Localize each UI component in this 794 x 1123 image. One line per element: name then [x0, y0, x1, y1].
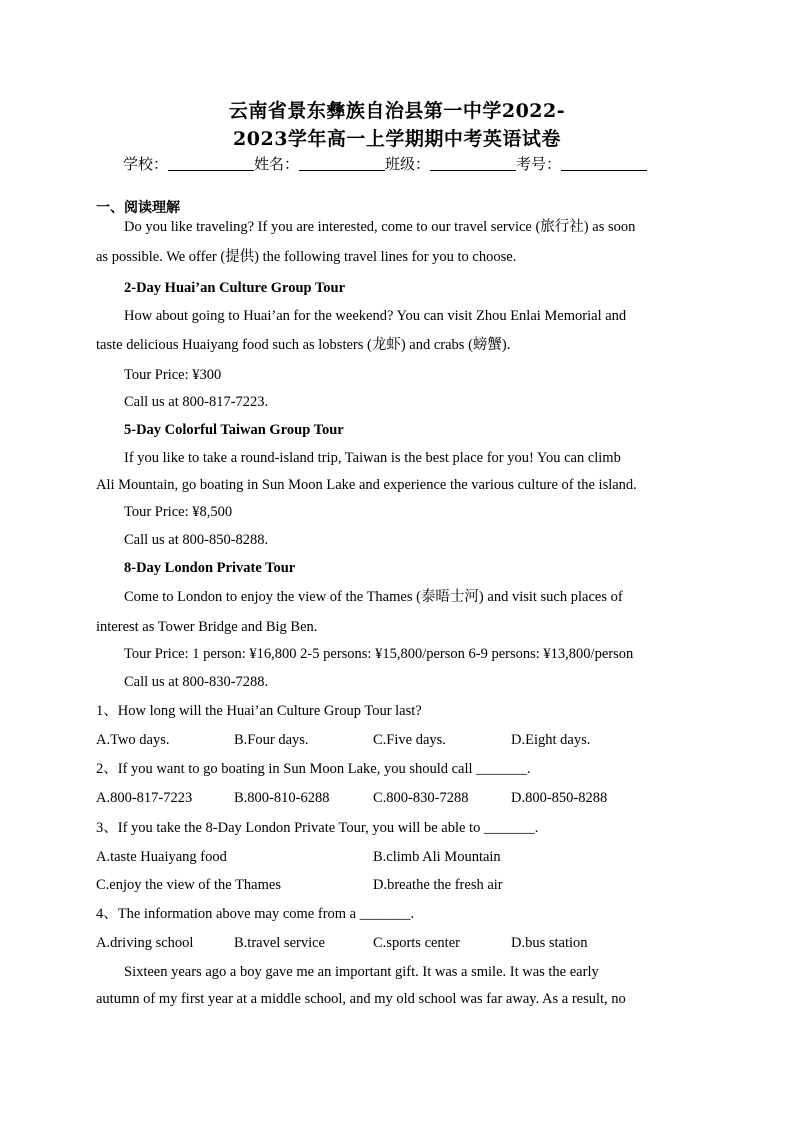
answer-option[interactable]: D.800-850-8288: [511, 790, 608, 806]
tour-phone: Call us at 800-830-7288.: [124, 674, 269, 690]
tour-phone: Call us at 800-850-8288.: [124, 532, 269, 548]
answer-option[interactable]: C.sports center: [373, 935, 460, 951]
tour-phone: Call us at 800-817-7223.: [124, 394, 269, 410]
answer-option[interactable]: B.travel service: [234, 935, 325, 951]
tour-title: 8-Day London Private Tour: [124, 560, 296, 576]
school-blank[interactable]: [168, 156, 254, 171]
tour-title: 2-Day Huai’an Culture Group Tour: [124, 280, 346, 296]
answer-option[interactable]: B.climb Ali Mountain: [373, 849, 501, 865]
answer-option[interactable]: D.bus station: [511, 935, 588, 951]
answer-option[interactable]: A.driving school: [96, 935, 194, 951]
passage-line: Do you like traveling? If you are interested, come to our travel service (旅行社) as soon: [124, 219, 636, 235]
passage-line: autumn of my first year at a middle school, and my old school was far away. As a result, no: [96, 991, 626, 1007]
number-blank[interactable]: [561, 156, 647, 171]
passage-line: Come to London to enjoy the view of the Thames (泰晤士河) and visit such places of: [124, 589, 623, 605]
answer-option[interactable]: D.Eight days.: [511, 732, 591, 748]
question-stem: 1、How long will the Huai’an Culture Group Tour last?: [96, 703, 422, 719]
section-heading: 一、阅读理解: [96, 200, 180, 216]
passage-line: If you like to take a round-island trip, Taiwan is the best place for you! You can climb: [124, 450, 621, 466]
answer-option[interactable]: C.enjoy the view of the Thames: [96, 877, 281, 893]
answer-option[interactable]: D.breathe the fresh air: [373, 877, 503, 893]
exam-title-line1: 云南省景东彝族自治县第一中学2022-: [228, 100, 566, 122]
answer-option[interactable]: B.Four days.: [234, 732, 309, 748]
passage-line: How about going to Huai’an for the weekend? You can visit Zhou Enlai Memorial and: [124, 308, 627, 324]
class-blank[interactable]: [430, 156, 516, 171]
question-stem: 3、If you take the 8-Day London Private Tour, you will be able to _______.: [96, 820, 539, 836]
answer-option[interactable]: C.800-830-7288: [373, 790, 469, 806]
student-info-row: [123, 153, 647, 174]
name-label: 姓名：: [254, 155, 300, 173]
school-label: 学校：: [123, 155, 169, 173]
passage-line: taste delicious Huaiyang food such as lobsters (龙虾) and crabs (螃蟹).: [96, 337, 511, 353]
question-stem: 4、The information above may come from a _______.: [96, 906, 415, 922]
number-label: 考号：: [516, 155, 562, 173]
tour-price: Tour Price: ¥300: [124, 367, 222, 383]
name-blank[interactable]: [299, 156, 385, 171]
tour-price: Tour Price: ¥8,500: [124, 504, 233, 520]
answer-option[interactable]: A.taste Huaiyang food: [96, 849, 227, 865]
tour-price: Tour Price: 1 person: ¥16,800 2-5 persons: ¥15,800/person 6-9 persons: ¥13,800/person: [124, 646, 634, 662]
question-stem: 2、If you want to go boating in Sun Moon Lake, you should call _______.: [96, 761, 531, 777]
passage-line: interest as Tower Bridge and Big Ben.: [96, 619, 318, 635]
passage-line: Ali Mountain, go boating in Sun Moon Lake and experience the various culture of the island.: [96, 477, 637, 493]
tour-title: 5-Day Colorful Taiwan Group Tour: [124, 422, 344, 438]
passage-line: as possible. We offer (提供) the following travel lines for you to choose.: [96, 249, 517, 265]
answer-option[interactable]: C.Five days.: [373, 732, 446, 748]
answer-option[interactable]: A.Two days.: [96, 732, 170, 748]
passage-line: Sixteen years ago a boy gave me an important gift. It was a smile. It was the early: [124, 964, 599, 980]
answer-option[interactable]: B.800-810-6288: [234, 790, 330, 806]
exam-title-line2: 2023学年高一上学期期中考英语试卷: [233, 128, 561, 150]
class-label: 班级：: [385, 155, 431, 173]
answer-option[interactable]: A.800-817-7223: [96, 790, 193, 806]
